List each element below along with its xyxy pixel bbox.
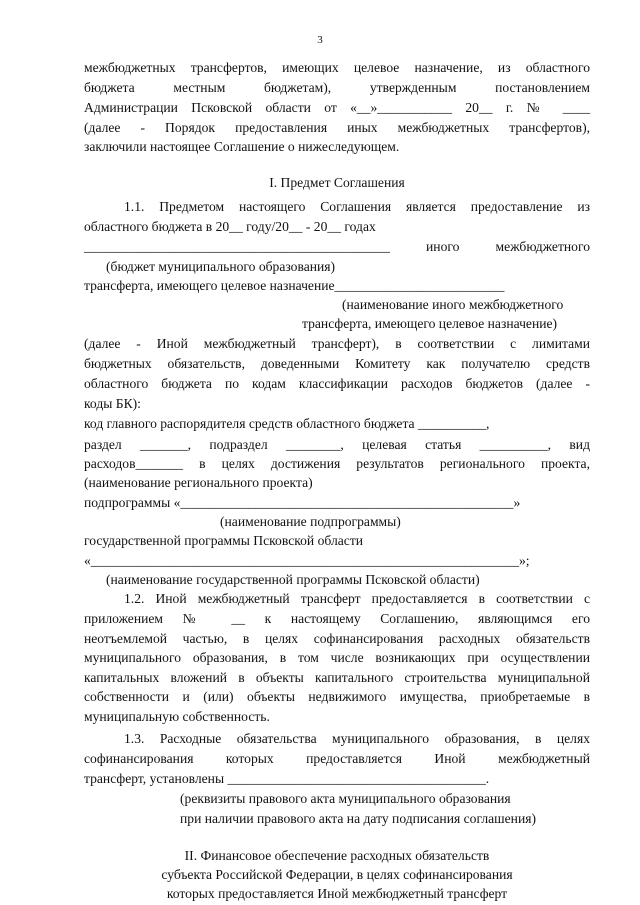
field-caption: (наименование регионального проекта) (84, 475, 313, 490)
section-heading-1: I. Предмет Соглашения (269, 175, 405, 190)
text-line: собственности и (или) объекты недвижимого имущества, приобретаемые в (84, 689, 590, 704)
text-line: (далее - Иной межбюджетный трансферт), в соответствии с лимитами (84, 336, 590, 351)
text-line: заключили настоящее Соглашение о нижеследующем. (84, 139, 400, 154)
text-line: (далее - Порядок предоставления иных межбюджетных трансфертов), (84, 120, 590, 135)
text-line: трансферта, имеющего целевое назначение_________________________ (84, 278, 505, 293)
text-line: расходов_______ в целях достижения результатов регионального проекта, (84, 456, 590, 471)
section-heading-2: II. Финансовое обеспечение расходных обязательств (184, 848, 490, 863)
text-line: бюджетных обязательств, доведенными Комитету как получателю средств (84, 356, 590, 371)
field-caption: (реквизиты правового акта муниципального образования (180, 791, 511, 806)
field-caption: (наименование иного межбюджетного (342, 297, 564, 312)
text-line: раздел _______, подраздел ________, целевая статья __________, вид (84, 437, 590, 452)
text-line: подпрограммы «_________________________________________________» (84, 495, 521, 510)
text-line: 1.1. Предметом настоящего Соглашения является предоставление из (124, 199, 590, 214)
page-number: 3 (317, 34, 323, 46)
field-caption: (наименование подпрограммы) (220, 514, 401, 529)
text-line: 1.3. Расходные обязательства муниципального образования, в целях (124, 731, 590, 746)
text-line: «_______________________________________________________________»; (84, 553, 530, 568)
text-line: Администрации Псковской области от «__»___________ 20__ г. № ____ (84, 100, 590, 115)
text-line: областного бюджета по кодам классификации расходов бюджетов (далее - (84, 376, 590, 391)
text-line: код главного распорядителя средств областного бюджета __________, (84, 416, 490, 431)
text-line: 1.2. Иной межбюджетный трансферт предоставляется в соответствии с (124, 591, 590, 606)
text-line: трансферт, установлены ______________________________________. (84, 771, 490, 786)
text-line: областного бюджета в 20__ году/20__ - 20__ годах (84, 219, 376, 234)
text-line: муниципального образования, в том числе возникающих при осуществлении (84, 650, 590, 665)
field-caption: при наличии правового акта на дату подписания соглашения) (180, 811, 536, 826)
text-line: софинансирования которых предоставляется Иной межбюджетный (84, 751, 590, 766)
section-heading-2: субъекта Российской Федерации, в целях софинансирования (161, 867, 513, 882)
text-line: неотъемлемой частью, в целях софинансирования расходных обязательств (84, 631, 590, 646)
field-caption: (наименование государственной программы Псковской области) (106, 572, 480, 587)
text-line: капитальных вложений в объекты капитального строительства муниципальной (84, 670, 590, 685)
field-caption: (бюджет муниципального образования) (106, 259, 336, 274)
text-line: государственной программы Псковской области (84, 533, 364, 548)
field-caption: трансферта, имеющего целевое назначение) (302, 316, 558, 331)
text-line: межбюджетных трансфертов, имеющих целевое назначение, из областного (84, 60, 590, 75)
text-line: коды БК): (84, 396, 141, 411)
text-line: _____________________________________________ иного межбюджетного (84, 239, 590, 254)
text-line: бюджета местным бюджетам), утвержденным постановлением (84, 80, 590, 95)
text-line: приложением № __ к настоящему Соглашению, являющимся его (84, 611, 590, 626)
section-heading-2: которых предоставляется Иной межбюджетный трансферт (166, 886, 508, 901)
text-line: муниципальную собственность. (84, 709, 270, 724)
